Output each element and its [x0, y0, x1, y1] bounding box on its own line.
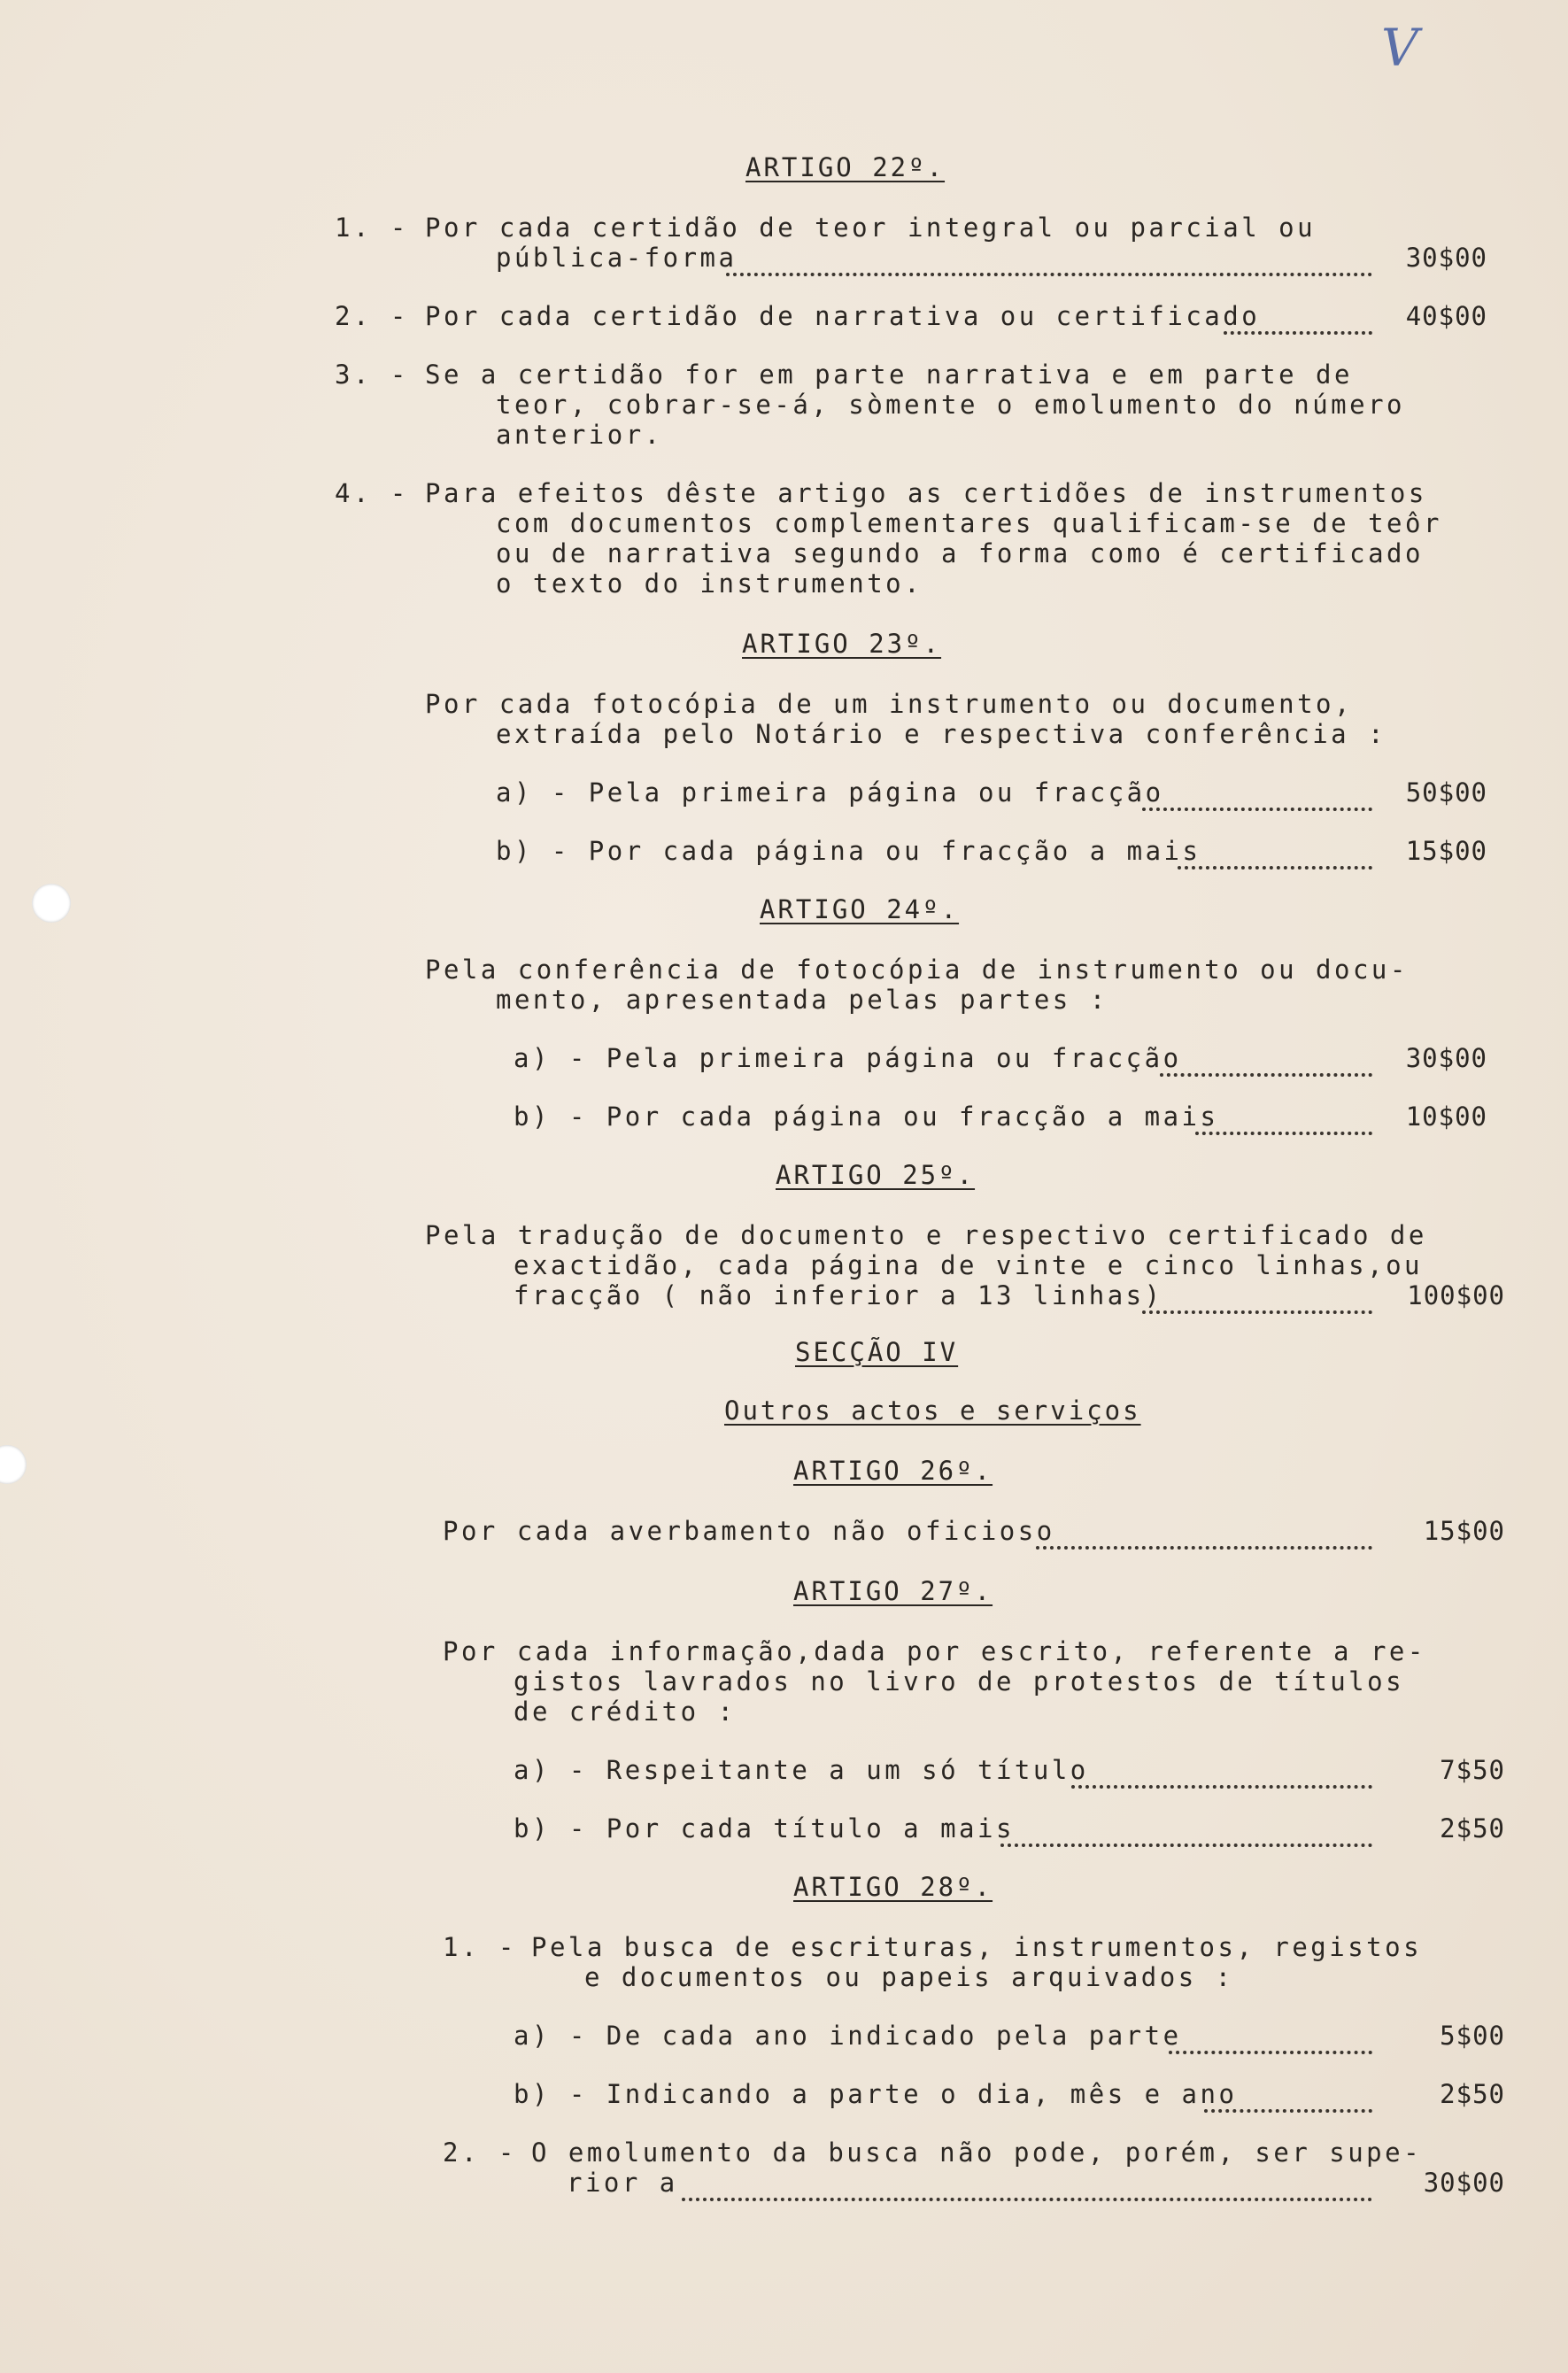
punch-hole — [32, 884, 71, 923]
punch-hole — [0, 1445, 27, 1484]
fee-amount: 2$50 — [1440, 1813, 1505, 1844]
article-27-heading: ARTIGO 27º. — [793, 1576, 993, 1606]
fee-amount: 30$00 — [1423, 2168, 1505, 2198]
fee-amount: 15$00 — [1423, 1516, 1505, 1546]
fee-amount: 5$00 — [1440, 2021, 1505, 2051]
dot-leader — [1224, 301, 1372, 335]
text-line: ou de narrativa segundo a forma como é certificado — [496, 538, 1424, 568]
text-line: Por cada certidão de teor integral ou parcial ou — [425, 213, 1317, 243]
fee-amount: 15$00 — [1405, 836, 1487, 866]
text-line: teor, cobrar-se-á, sòmente o emolumento do número — [496, 390, 1406, 420]
item-number: 1. - — [335, 213, 409, 243]
fee-amount: 50$00 — [1405, 777, 1487, 808]
text-line: o texto do instrumento. — [496, 568, 923, 599]
item-number: 2. - — [335, 301, 409, 331]
item-number: 1. - — [443, 1932, 517, 1962]
article-22-heading: ARTIGO 22º. — [745, 152, 946, 182]
fee-amount: 10$00 — [1405, 1101, 1487, 1132]
text-line: b) - Por cada página ou fracção a mais — [496, 836, 1201, 866]
dot-leader — [1195, 1101, 1372, 1135]
dot-leader — [1204, 2079, 1372, 2113]
text-line: exactidão, cada página de vinte e cinco linhas,ou — [514, 1250, 1424, 1280]
article-24-heading: ARTIGO 24º. — [760, 894, 960, 924]
text-line: mento, apresentada pelas partes : — [496, 985, 1108, 1015]
article-23-heading: ARTIGO 23º. — [742, 629, 942, 659]
text-line: b) - Por cada página ou fracção a mais — [514, 1101, 1219, 1132]
article-26-heading: ARTIGO 26º. — [793, 1456, 993, 1486]
text-line: Por cada informação,dada por escrito, referente a re- — [443, 1636, 1426, 1666]
text-line: Por cada averbamento não oficioso — [443, 1516, 1055, 1546]
section-subheading: Outros actos e serviços — [724, 1395, 1141, 1426]
text-line: extraída pelo Notário e respectiva conferência : — [496, 719, 1387, 749]
fee-amount: 30$00 — [1405, 1043, 1487, 1073]
text-line: Por cada certidão de narrativa ou certificado — [425, 301, 1261, 331]
text-line: a) - Pela primeira página ou fracção — [514, 1043, 1182, 1073]
text-line: de crédito : — [514, 1697, 737, 1727]
text-line: com documentos complementares qualificam-se de teôr — [496, 508, 1442, 538]
item-number: 3. - — [335, 359, 409, 390]
text-line: anterior. — [496, 420, 663, 450]
dot-leader — [1071, 1755, 1372, 1789]
text-line: gistos lavrados no livro de protestos de títulos — [514, 1666, 1405, 1697]
dot-leader — [1160, 1043, 1372, 1077]
text-line: a) - Respeitante a um só título — [514, 1755, 1089, 1785]
text-line: Para efeitos dêste artigo as certidões de instrumentos — [425, 478, 1427, 508]
fee-amount: 40$00 — [1405, 301, 1487, 331]
text-line: a) - Pela primeira página ou fracção — [496, 777, 1164, 808]
dot-leader — [1142, 777, 1372, 811]
text-line: O emolumento da busca não pode, porém, ser supe- — [531, 2137, 1423, 2168]
text-line: a) - De cada ano indicado pela parte — [514, 2021, 1182, 2051]
text-line: Pela busca de escrituras, instrumentos, registos — [531, 1932, 1423, 1962]
fee-amount: 100$00 — [1407, 1280, 1505, 1310]
dot-leader — [1142, 1280, 1372, 1314]
item-number: 4. - — [335, 478, 409, 508]
text-line: rior a — [567, 2168, 678, 2198]
dot-leader — [1000, 1813, 1372, 1847]
item-number: 2. - — [443, 2137, 517, 2168]
text-line: e documentos ou papeis arquivados : — [584, 1962, 1234, 1992]
text-line: Se a certidão for em parte narrativa e em parte de — [425, 359, 1353, 390]
text-line: Por cada fotocópia de um instrumento ou documento, — [425, 689, 1353, 719]
fee-amount: 7$50 — [1440, 1755, 1505, 1785]
dot-leader — [1036, 1516, 1372, 1550]
dot-leader — [1169, 2021, 1372, 2054]
text-line: Pela tradução de documento e respectivo certificado de — [425, 1220, 1427, 1250]
text-line: fracção ( não inferior a 13 linhas) — [514, 1280, 1163, 1310]
section-heading: SECÇÃO IV — [795, 1337, 959, 1367]
text-line: b) - Indicando a parte o dia, mês e ano — [514, 2079, 1238, 2109]
dot-leader — [726, 243, 1372, 276]
handwritten-mark: V — [1381, 18, 1418, 78]
text-line: pública-forma — [496, 243, 738, 273]
dot-leader — [1178, 836, 1372, 870]
fee-amount: 30$00 — [1405, 243, 1487, 273]
dot-leader — [682, 2168, 1372, 2201]
article-28-heading: ARTIGO 28º. — [793, 1872, 993, 1902]
fee-amount: 2$50 — [1440, 2079, 1505, 2109]
article-25-heading: ARTIGO 25º. — [776, 1160, 976, 1190]
text-line: Pela conferência de fotocópia de instrumento ou docu- — [425, 955, 1409, 985]
text-line: b) - Por cada título a mais — [514, 1813, 1015, 1844]
